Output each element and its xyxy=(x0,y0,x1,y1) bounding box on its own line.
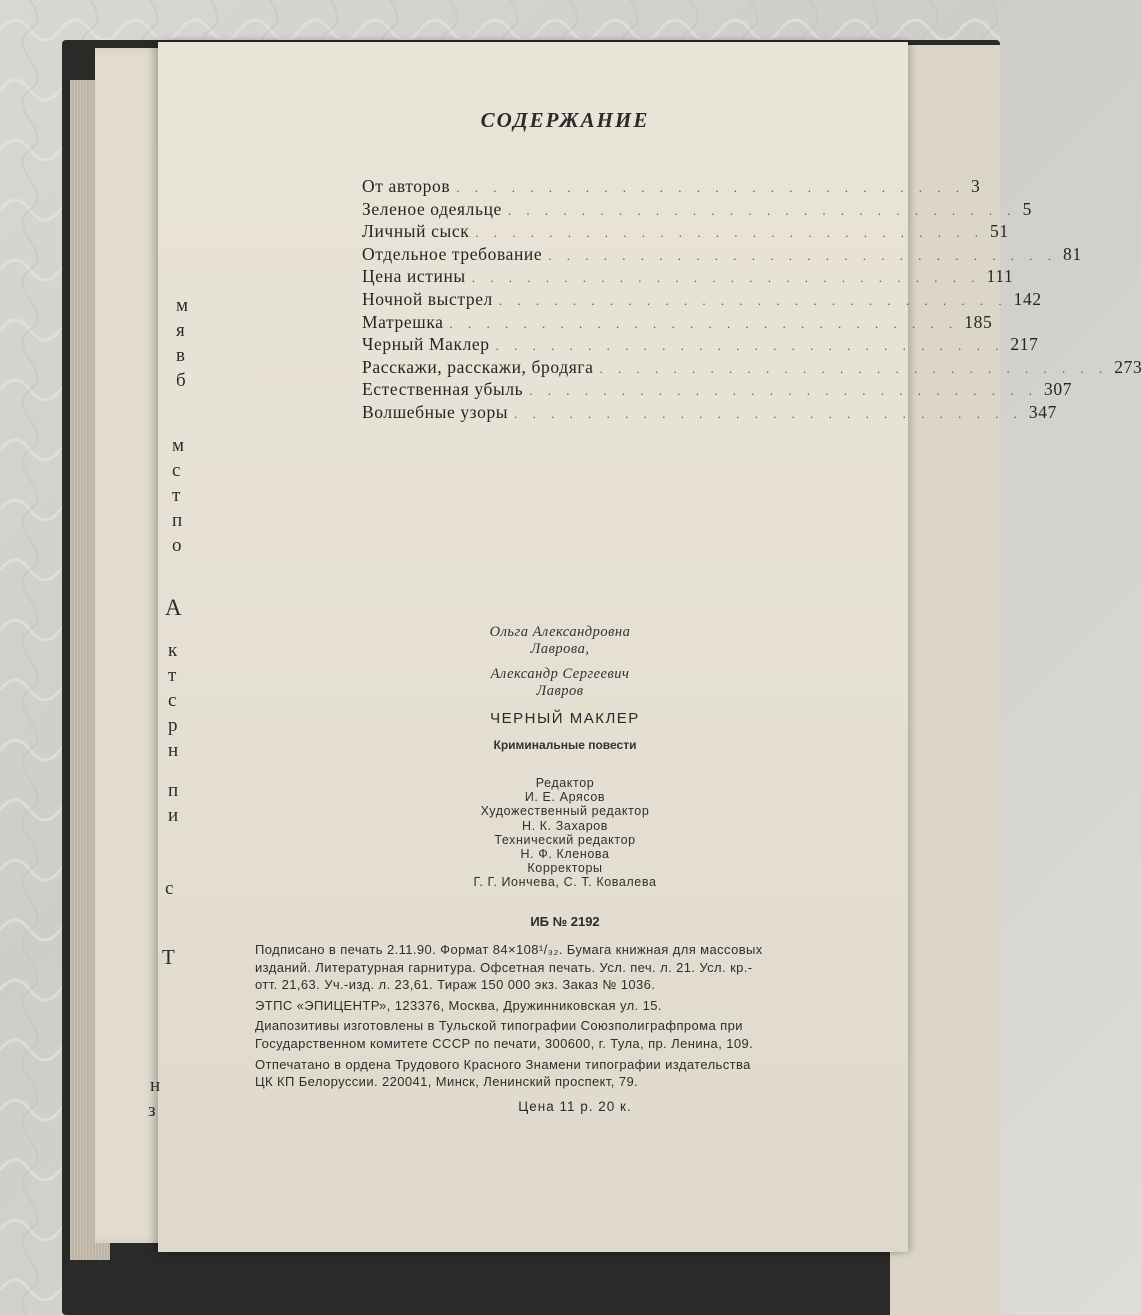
imprint-line: ЦК КП Белоруссии. 220041, Минск, Ленинский проспект, 79. xyxy=(255,1074,639,1090)
toc-label: Черный Маклер xyxy=(362,334,490,355)
toc-page-number: 217 xyxy=(1010,334,1039,355)
toc-leader-dots: . . . . . . . . . . . . . . . . . . . . . . . . . . . . xyxy=(529,383,1039,399)
editorial-credits xyxy=(380,776,750,890)
toc-entry xyxy=(362,311,993,335)
table-of-contents xyxy=(362,176,1142,425)
toc-leader-dots: . . . . . . . . . . . . . . . . . . . . . . . . . . . . xyxy=(449,315,959,331)
toc-label: Волшебные узоры xyxy=(362,401,509,422)
toc-leader-dots: . . . . . . . . . . . . . . . . . . . . . . . . . . . . xyxy=(475,225,985,241)
imprint-line: ЭТПС «ЭПИЦЕНТР», 123376, Москва, Дружинниковская ул. 15. xyxy=(255,997,662,1013)
book-title: ЧЕРНЫЙ МАКЛЕР xyxy=(490,710,640,727)
toc-leader-dots: . . . . . . . . . . . . . . . . . . . . . . . . . . . . xyxy=(456,180,965,195)
toc-leader-dots: . . . . . . . . . . . . . . . . . . . . . . . . . . . . xyxy=(471,270,981,286)
toc-label: Отдельное требование xyxy=(362,243,543,264)
imprint-publisher xyxy=(255,997,895,1015)
toc-entry xyxy=(362,356,1142,380)
toc-page-number: 185 xyxy=(964,311,993,332)
toc-leader-dots: . . . . . . . . . . . . . . . . . . . . . . . . . . . . xyxy=(495,338,1005,354)
author-1-name: Ольга Александровна xyxy=(489,624,631,640)
credit-person: Н. Ф. Кленова xyxy=(520,847,610,862)
credit-person: Г. Г. Иончева, С. Т. Ковалева xyxy=(473,875,657,890)
imprint-diapositives xyxy=(255,1017,895,1052)
toc-leader-dots: . . . . . . . . . . . . . . . . . . . . . . . . . . . . xyxy=(498,292,1008,308)
publication-imprint xyxy=(255,941,895,1094)
toc-label: Расскажи, расскажи, бродяга xyxy=(362,356,594,377)
imprint-line: Государственном комитете СССР по печати, 300600, г. Тула, пр. Ленина, 109. xyxy=(255,1035,754,1051)
toc-entry xyxy=(362,198,1033,222)
toc-label: Ночной выстрел xyxy=(362,288,493,309)
ib-number: ИБ № 2192 xyxy=(530,914,600,929)
toc-label: Естественная убыль xyxy=(362,379,524,400)
imprint-line: Подписано в печать 2.11.90. Формат 84×108¹/₃₂. Бумага книжная для массовых xyxy=(255,942,763,957)
author-names xyxy=(430,624,690,708)
author-2-name: Александр Сергеевич xyxy=(490,666,630,682)
author-1 xyxy=(430,624,690,658)
toc-entry xyxy=(362,266,1014,289)
toc-page-number: 307 xyxy=(1044,379,1073,400)
toc-page-number: 273 xyxy=(1114,356,1142,377)
author-1-surname: Лаврова, xyxy=(530,641,590,657)
toc-entry xyxy=(362,243,1082,267)
toc-page-number: 3 xyxy=(970,176,981,196)
author-2-surname: Лавров xyxy=(536,683,584,699)
credit-role: Редактор xyxy=(535,776,595,790)
toc-page-number: 347 xyxy=(1028,401,1057,422)
toc-page-number: 51 xyxy=(990,221,1009,242)
toc-leader-dots: . . . . . . . . . . . . . . . . . . . . . . . . . . . . xyxy=(507,202,1017,218)
toc-leader-dots: . . . . . . . . . . . . . . . . . . . . . . . . . . . . xyxy=(599,360,1109,376)
toc-page-number: 5 xyxy=(1022,198,1033,219)
imprint-line: Отпечатано в ордена Трудового Красного Знамени типографии издательства xyxy=(255,1056,751,1072)
toc-entry xyxy=(362,288,1042,312)
credit-role: Технический редактор xyxy=(494,832,636,847)
toc-label: Цена истины xyxy=(362,266,466,287)
credit-role: Корректоры xyxy=(527,861,603,876)
toc-label: От авторов xyxy=(362,176,451,196)
credit-person: Н. К. Захаров xyxy=(521,818,609,833)
book-price: Цена 11 р. 20 к. xyxy=(518,1099,632,1114)
imprint-print-info xyxy=(255,941,895,994)
toc-leader-dots: . . . . . . . . . . . . . . . . . . . . . . . . . . . . xyxy=(514,405,1023,421)
toc-entry xyxy=(362,221,1009,244)
book-subtitle: Криминальные повести xyxy=(493,738,637,752)
toc-label: Личный сыск xyxy=(362,221,470,242)
imprint-printer xyxy=(255,1056,895,1091)
imprint-line: Диапозитивы изготовлены в Тульской типографии Союзполиграфпрома при xyxy=(255,1018,743,1034)
credit-person: И. Е. Арясов xyxy=(524,790,606,805)
toc-page-number: 142 xyxy=(1013,288,1042,309)
toc-entry xyxy=(362,401,1057,425)
toc-entry xyxy=(362,334,1039,357)
credit-role: Художественный редактор xyxy=(480,804,650,819)
toc-entry xyxy=(362,379,1073,402)
contents-title: СОДЕРЖАНИЕ xyxy=(480,108,650,132)
toc-entry xyxy=(362,176,981,199)
toc-page-number: 111 xyxy=(986,266,1014,287)
toc-label: Матрешка xyxy=(362,311,444,332)
imprint-line: изданий. Литературная гарнитура. Офсетная печать. Усл. печ. л. 21. Усл. кр.- xyxy=(255,959,753,975)
toc-leader-dots: . . . . . . . . . . . . . . . . . . . . . . . . . . . . xyxy=(548,247,1057,263)
toc-label: Зеленое одеяльце xyxy=(362,198,502,219)
author-2 xyxy=(430,666,690,700)
toc-page-number: 81 xyxy=(1063,243,1082,264)
imprint-line: отт. 21,63. Уч.-изд. л. 23,61. Тираж 150 000 экз. Заказ № 1036. xyxy=(255,977,656,993)
